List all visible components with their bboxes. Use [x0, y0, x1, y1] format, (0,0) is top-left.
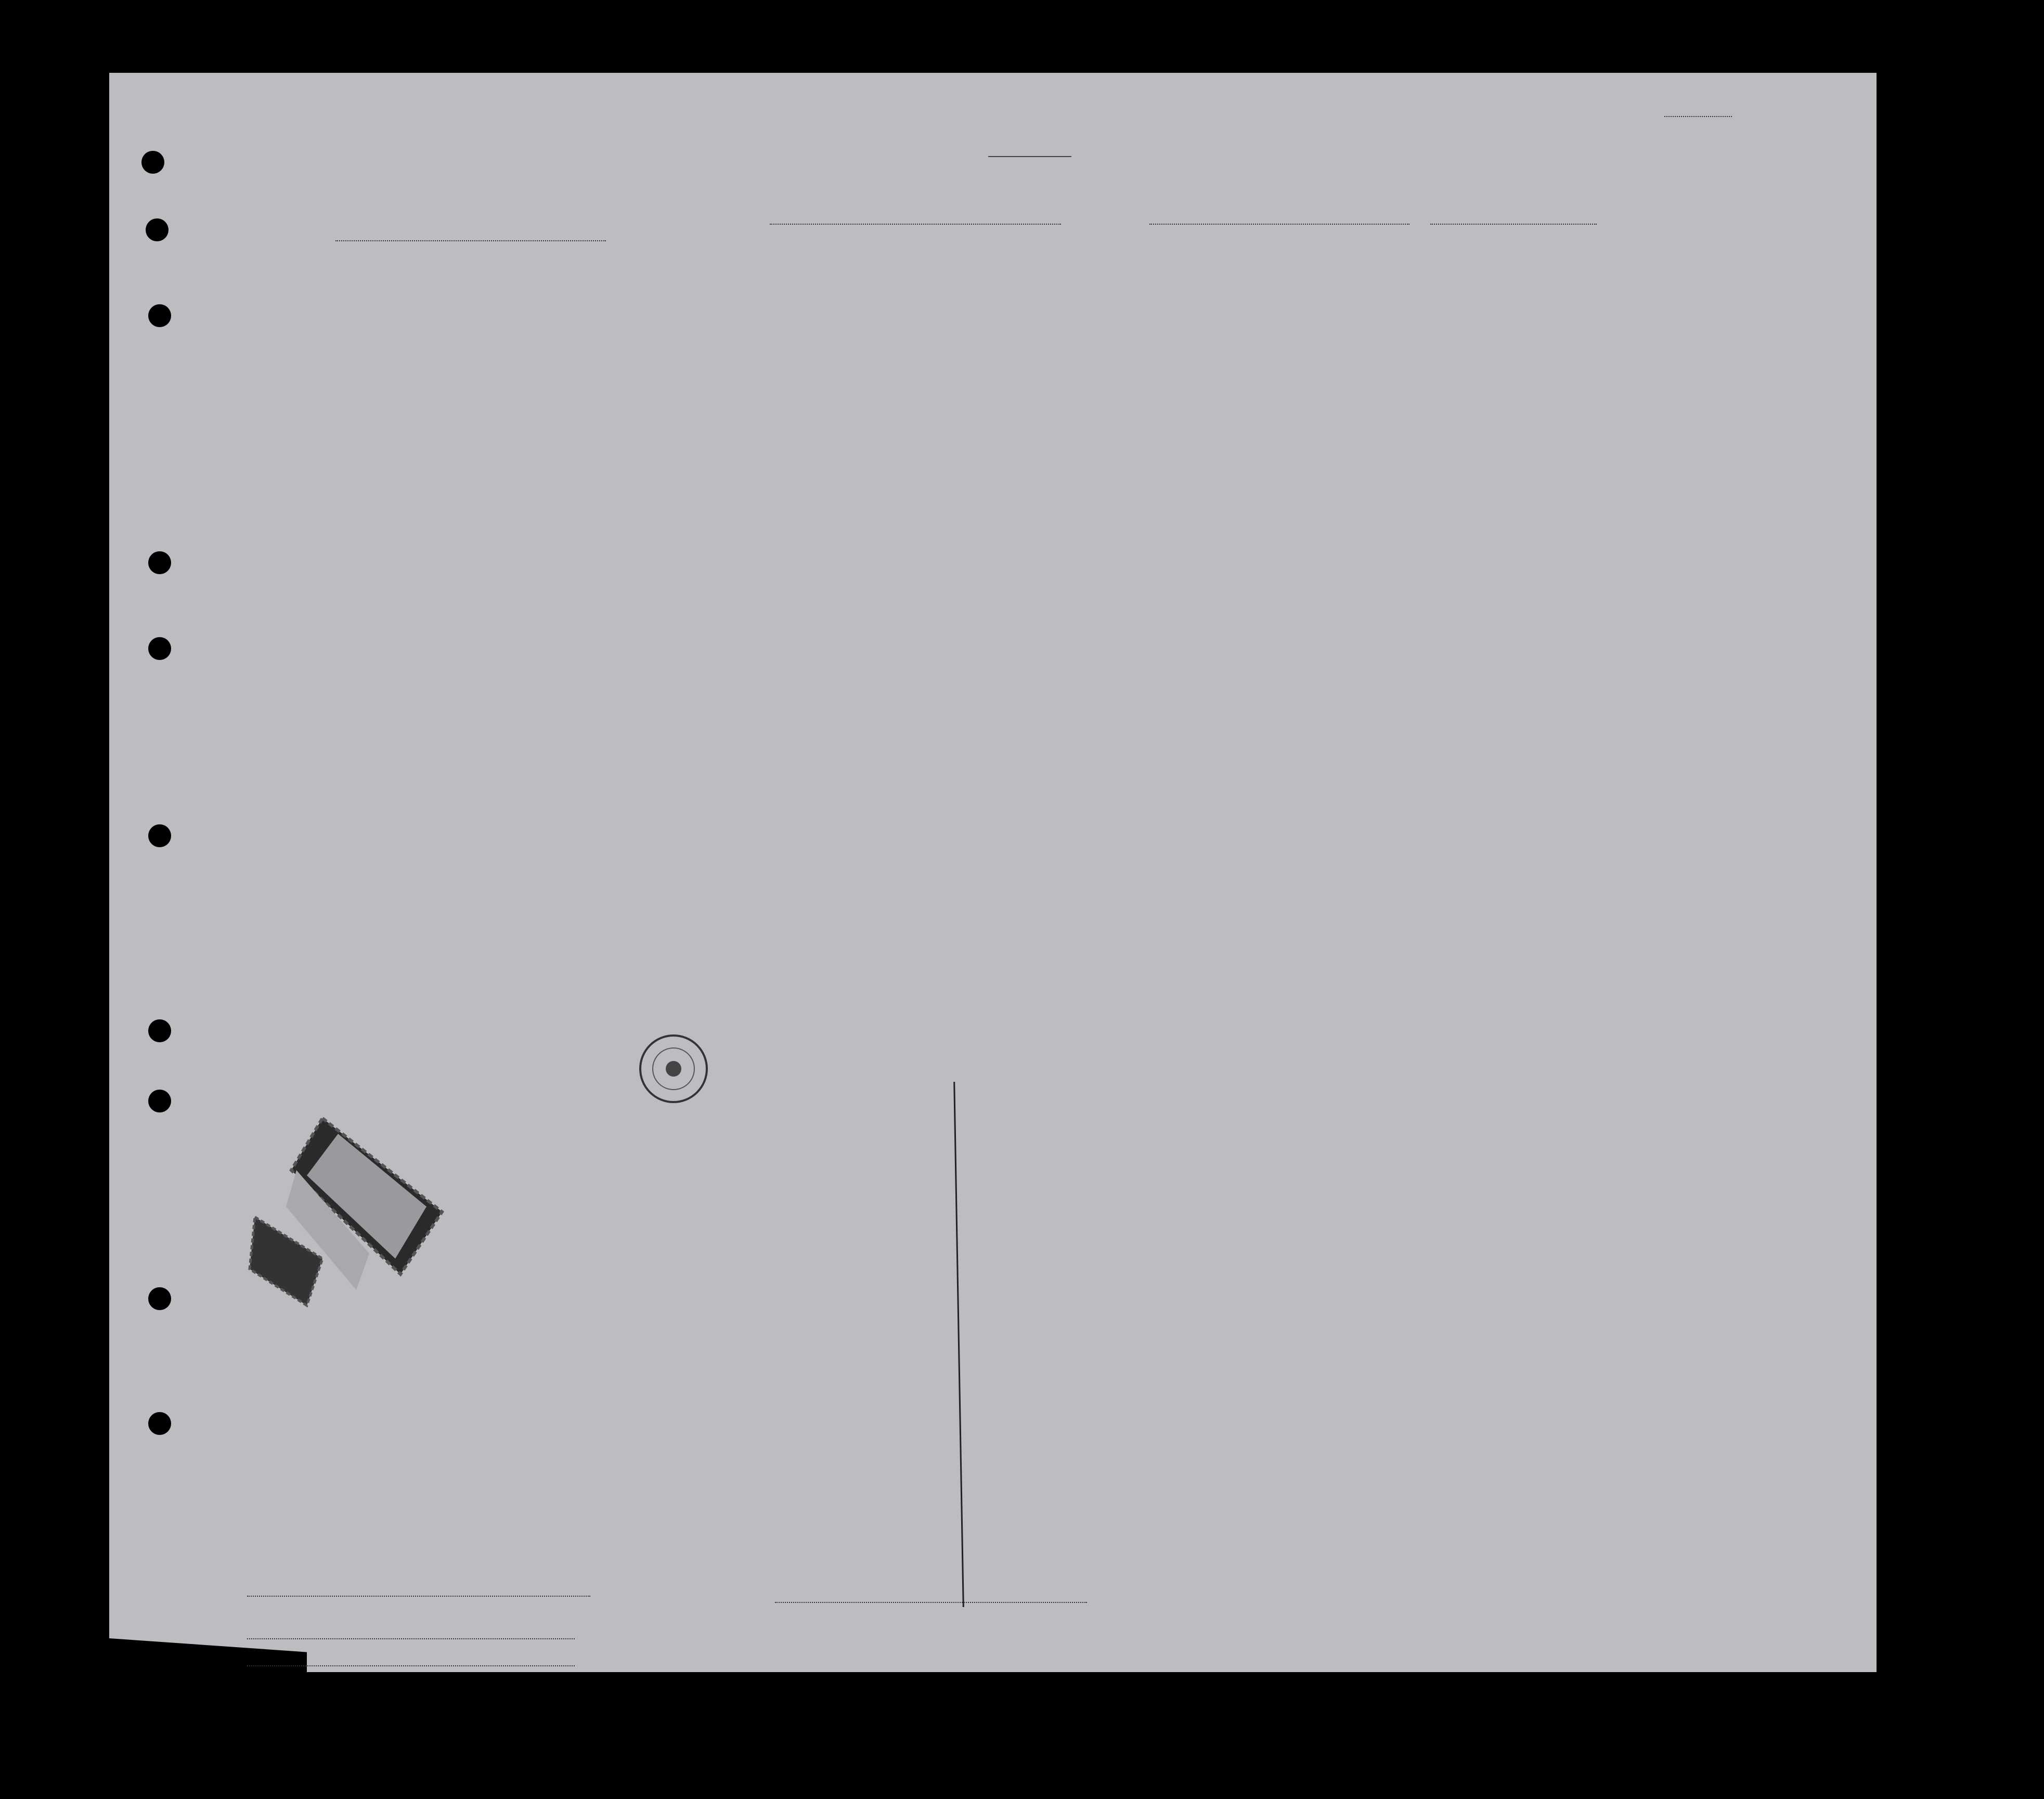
- punch-hole: [148, 1412, 171, 1435]
- embossed-seals: [244, 1103, 484, 1326]
- punch-hole: [148, 1287, 171, 1310]
- manifest-sheet: [109, 73, 1877, 1672]
- inspector-signature: [775, 1602, 1087, 1603]
- sheet-value: [1664, 116, 1732, 117]
- sheet-number: [1664, 107, 1732, 121]
- title-rule: [988, 156, 1071, 157]
- punch-hole: [148, 551, 171, 574]
- punch-hole: [148, 1019, 171, 1042]
- visa-stamp: [603, 1030, 843, 1394]
- agents-values: [247, 1650, 575, 1666]
- punch-hole: [148, 304, 171, 327]
- punch-hole: [148, 1090, 171, 1112]
- arrival-date: [1430, 224, 1597, 225]
- punch-hole: [146, 218, 169, 241]
- sailing-value: [770, 224, 1061, 225]
- vessel-value: [335, 240, 606, 241]
- consular-seal-icon: [635, 1030, 713, 1108]
- owners-values: [247, 1623, 575, 1639]
- punch-hole: [141, 151, 164, 174]
- punch-hole: [148, 637, 171, 660]
- line-value: [247, 1596, 590, 1597]
- arriving-value: [1149, 224, 1409, 225]
- punch-hole: [148, 824, 171, 847]
